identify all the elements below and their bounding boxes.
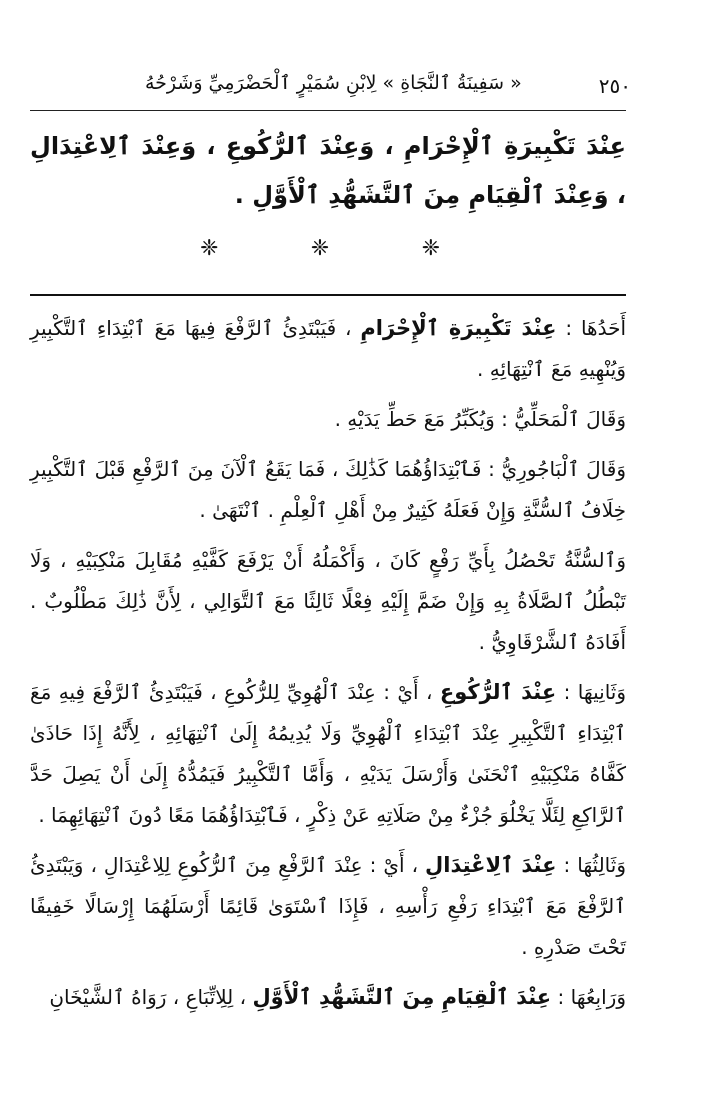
matn-text: عِنْدَ تَكْبِيرَةِ ٱلْإِحْرَامِ ، وَعِنْدَ ٱلرُّكُوعِ ، وَعِنْدَ ٱلِاعْتِدَالِ ، وَعِنْدَ ٱلْقِيَامِ مِنَ ٱلتَّشَهُّدِ ٱلْأَوَّلِ .: [30, 132, 626, 209]
commentary-paragraph: [30, 449, 626, 531]
paragraph-label: أَحَدُهَا :: [556, 316, 626, 340]
paragraph-text: وَٱلسُّنَّةُ تَحْصُلُ بِأَيِّ رَفْعٍ كَانَ ، وَأَكْمَلُهُ أَنْ يَرْفَعَ كَفَّيْهِ مُقَابِلَ مَنْكِبَيْهِ ، وَلَا تَبْطُلُ ٱلصَّلَاةُ بِهِ وَإِنْ ضَمَّ إِلَيْهِ فِعْلًا ثَالِثًا مَعَ ٱلتَّوَالِي ، لِأَنَّ ذَٰلِكَ مَطْلُوبٌ . أَفَادَهُ ٱلشَّرْقَاوِيُّ .: [30, 548, 626, 654]
ornament-icon: ❈: [310, 236, 330, 261]
paragraph-text: ، أَيْ : عِنْدَ ٱلْهُوِيِّ لِلرُّكُوعِ ، فَيَبْتَدِئُ ٱلرَّفْعَ فِيهِ مَعَ ٱبْتِدَاءِ ٱلتَّكْبِيرِ عِنْدَ ٱبْتِدَاءِ ٱلْهُوِيِّ وَلَا يُدِيمُهُ إِلَىٰ ٱنْتِهَائِهِ ، لِأَنَّهُ إِذَا حَاذَىٰ كَفَّاهُ مَنْكِبَيْهِ ٱنْحَنَىٰ وَأَرْسَلَ يَدَيْهِ ، وَأَمَّا ٱلتَّكْبِيرُ فَيَمُدُّهُ إِلَىٰ أَنْ يَصِلَ حَدَّ ٱلرَّاكِعِ لِئَلَّا يَخْلُوَ جُزْءٌ مِنْ صَلَاتِهِ عَنْ ذِكْرٍ ، فَٱبْتِدَاؤُهُمَا مَعًا دُونَ ٱنْتِهَائِهِمَا .: [30, 680, 626, 827]
commentary: [30, 308, 626, 1018]
paragraph-label: وَرَابِعُهَا :: [551, 985, 626, 1009]
page-header: [0, 70, 719, 110]
quoted-matn: عِنْدَ ٱلْقِيَامِ مِنَ ٱلتَّشَهُّدِ ٱلْأَوَّلِ: [252, 985, 552, 1009]
commentary-divider: [30, 294, 626, 296]
quoted-matn: عِنْدَ ٱلرُّكُوعِ: [439, 680, 557, 704]
commentary-paragraph: [30, 977, 626, 1018]
section-separator: [200, 236, 440, 261]
paragraph-label: وَثَالِثُهَا :: [556, 853, 626, 877]
running-title: « سَفِينَةُ ٱلنَّجَاةِ » لِابْنِ سُمَيْرٍ ٱلْحَضْرَمِيِّ وَشَرْحُهُ: [145, 72, 522, 94]
commentary-paragraph: [30, 399, 626, 440]
commentary-paragraph: [30, 672, 626, 836]
page-number: ٢٥٠: [598, 74, 631, 98]
paragraph-label: وَثَانِيهَا :: [556, 680, 627, 704]
paragraph-text: ، لِلِاتِّبَاعِ ، رَوَاهُ ٱلشَّيْخَانِ: [49, 985, 253, 1009]
paragraph-text: ، فَيَبْتَدِئُ ٱلرَّفْعَ فِيهَا مَعَ ٱبْتِدَاءِ ٱلتَّكْبِيرِ وَيُنْهِيهِ مَعَ ٱنْتِهَائِهِ .: [30, 316, 626, 381]
ornament-icon: ❈: [200, 236, 219, 261]
paragraph-text: وَقَالَ ٱلْمَحَلِّيُّ : وَيُكَبِّرُ مَعَ حَطِّ يَدَيْهِ .: [334, 407, 626, 431]
commentary-paragraph: [30, 308, 626, 390]
paragraph-text: ، أَيْ : عِنْدَ ٱلرَّفْعِ مِنَ ٱلرُّكُوعِ لِلِاعْتِدَالِ ، وَيَبْتَدِئُ ٱلرَّفْعَ مَعَ ٱبْتِدَاءِ رَفْعِ رَأْسِهِ ، فَإِذَا ٱسْتَوَىٰ قَائِمًا أَرْسَلَهُمَا إِرْسَالًا خَفِيفًا تَحْتَ صَدْرِهِ .: [30, 853, 626, 959]
quoted-matn: عِنْدَ تَكْبِيرَةِ ٱلْإِحْرَامِ: [360, 316, 557, 340]
quoted-matn: عِنْدَ ٱلِاعْتِدَالِ: [425, 853, 557, 877]
header-rule: [30, 110, 626, 111]
commentary-paragraph: [30, 845, 626, 968]
ornament-icon: ❈: [421, 236, 440, 261]
paragraph-text: وَقَالَ ٱلْبَاجُورِيُّ : فَٱبْتِدَاؤُهُمَا كَذَٰلِكَ ، فَمَا يَقَعُ ٱلْآنَ مِنَ ٱلرَّفْعِ قَبْلَ ٱلتَّكْبِيرِ خِلَافُ ٱلسُّنَّةِ وَإِنْ فَعَلَهُ كَثِيرٌ مِنْ أَهْلِ ٱلْعِلْمِ . ٱنْتَهَىٰ .: [30, 457, 626, 522]
commentary-paragraph: [30, 540, 626, 663]
